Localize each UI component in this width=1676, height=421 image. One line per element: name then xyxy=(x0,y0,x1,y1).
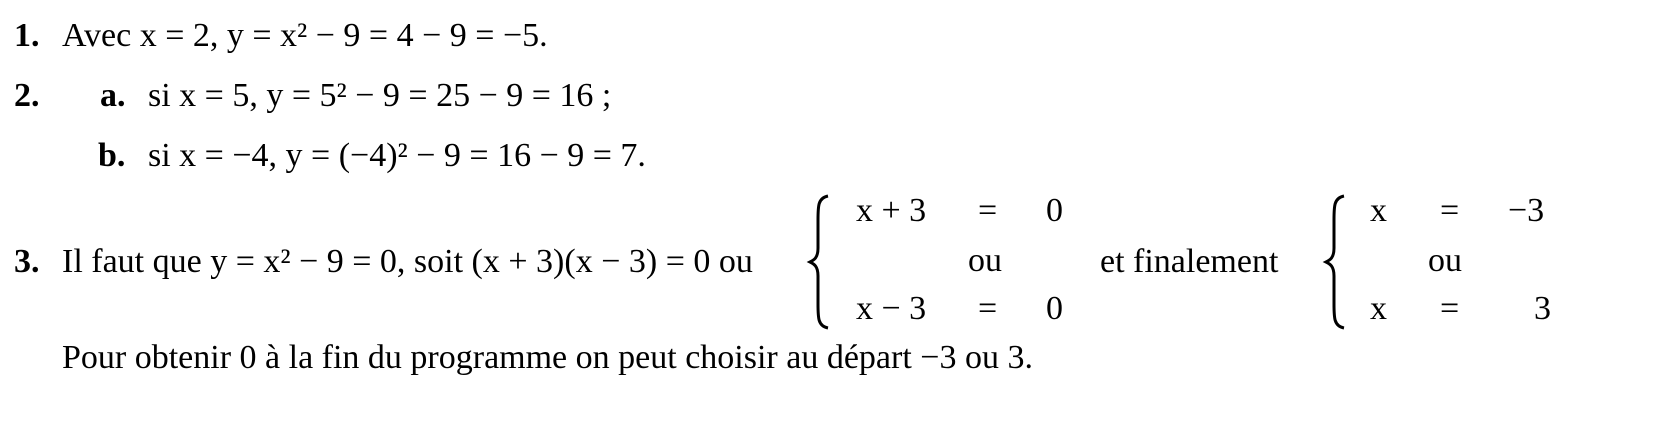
item-1-number: 1. xyxy=(14,17,40,54)
system-1-or: ou xyxy=(968,242,1002,279)
system-2-or: ou xyxy=(1428,242,1462,279)
left-brace-icon xyxy=(806,192,836,332)
system-2-row-2-rhs: 3 xyxy=(1534,290,1551,327)
connector-text: et finalement xyxy=(1100,243,1279,280)
system-1-row-1-rhs: 0 xyxy=(1046,192,1063,229)
item-2a-label: a. xyxy=(100,77,126,114)
system-1-row-1-eq: = xyxy=(978,192,998,229)
system-1 xyxy=(806,192,1096,332)
system-2-row-2-eq: = xyxy=(1440,290,1460,327)
item-1-text: Avec x = 2, y = x² − 9 = 4 − 9 = −5. xyxy=(62,17,548,54)
system-2-row-1-eq: = xyxy=(1440,192,1460,229)
system-2-row-2-lhs: x xyxy=(1370,290,1387,327)
system-1-row-2-rhs: 0 xyxy=(1046,290,1063,327)
system-1-row-2-lhs: x − 3 xyxy=(856,290,927,327)
conclusion-text: Pour obtenir 0 à la fin du programme on peut choisir au départ −3 ou 3. xyxy=(62,339,1033,376)
item-3-number: 3. xyxy=(14,243,40,280)
system-1-row-1-lhs: x + 3 xyxy=(856,192,927,229)
item-2b-label: b. xyxy=(98,137,126,174)
system-2-row-1-rhs: −3 xyxy=(1508,192,1545,229)
system-2 xyxy=(1322,192,1662,332)
item-2a-text: si x = 5, y = 5² − 9 = 25 − 9 = 16 ; xyxy=(148,77,612,114)
system-1-row-2-eq: = xyxy=(978,290,998,327)
item-2-number: 2. xyxy=(14,77,40,114)
item-3-text: Il faut que y = x² − 9 = 0, soit (x + 3)(x − 3) = 0 ou xyxy=(62,243,753,280)
left-brace-icon-2 xyxy=(1322,192,1352,332)
system-2-row-1-lhs: x xyxy=(1370,192,1387,229)
item-2b-text: si x = −4, y = (−4)² − 9 = 16 − 9 = 7. xyxy=(148,137,646,174)
